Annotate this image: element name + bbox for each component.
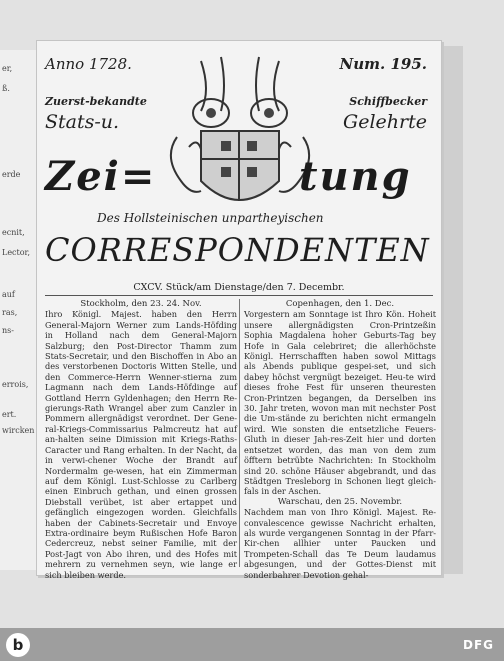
viewer-badge[interactable]: b (6, 633, 30, 657)
title-right: tung (299, 153, 412, 200)
subtitle: Des Hollsteinischen unpartheyischen (97, 211, 324, 225)
adjacent-page-edge (0, 50, 41, 570)
masthead-right-line2: Gelehrte (343, 111, 427, 133)
right-column (244, 299, 436, 580)
article-copenhagen: Vorgestern am Sonntage ist Ihro Kön. Hoheit unsere allergnädigsten Cron-Printzeßin Sophia Magdalena hoher Geburts-Tag bey Hofe in Gala celebriret; die allerhöchste Königl. Herrschafften haben sowol Mittags als Abends publique gespei-set, und sich dabey höchst vergnügt bezeiget. Heu-te wird dieses frohe Fest für unseren theuresten Cron-Printzen begangen, da Derselben ins 30. Jahr treten, wovon man mit nechster Post die Um-stände zu berichten nicht ermangeln wird. Wie sonsten die entsetzliche Feuers-Gluth in dieser Jah-res-Zeit hier und dorten entsetzet worden, das man von dem zum öfftern betrübte Nachrichten: In Stockholm sind 20. schöne Häuser abgebrandt, und das Städtgen Tresleborg in Schonen liegt gleich-fals in der Aschen. (244, 309, 436, 497)
header-rule (45, 295, 433, 296)
margin-fragment: ß. (2, 84, 10, 93)
viewer-footer-bar (0, 628, 504, 661)
margin-fragment: er, (2, 64, 13, 73)
column-divider (239, 299, 240, 567)
margin-fragment: erde (2, 170, 21, 179)
masthead-left-line1: Zuerst-bekandte (45, 95, 147, 108)
issue-number: Num. 195. (339, 55, 427, 73)
page-edge-right (440, 46, 463, 574)
issue-line: CXCV. Stück/am Dienstage/den 7. Decembr. (133, 282, 345, 293)
margin-fragment: wircken (2, 426, 35, 435)
margin-fragment: ras, (2, 308, 18, 317)
title-left: Zei= (45, 153, 157, 200)
dateline-warschau: Warschau, den 25. Novembr. (277, 496, 403, 507)
margin-fragment: ns- (2, 326, 14, 335)
margin-fragment: auf (2, 290, 15, 299)
margin-fragment: ecnit, (2, 228, 25, 237)
article-stockholm: Ihro Königl. Majest. haben den Herrn General-Majorn Werner zum Lands-Höfding in Holland nach dem General-Majorn Salzburg; den Post-Director Thamm zum Stats-Secretair, und den Bischoffen in Abo an des verstorbenen Doctoris Witten Stelle, und den Commerce-Herrn Wenner-stierna zum Lagmann nach dem Lands-Höfdinge auf Gottland Herrn Gyldenhagen; den Herrn Re-gierungs-Rath Wrangel aber zum Canzler in Pommern allergnädigst verordnet. Der Gene-ral-Kriegs-Commissarius Palmcreutz hat auf an-halten seine Dimission mit Kriegs-Raths-Caracter und Rang erhalten. In der Nacht, da in verwi-chener Woche der Brandt auf Nordermalm ge-wesen, hat ein Zimmerman auf dem Königl. Lust-Schlosse zu Carlberg einen Einbruch gethan, und einen grossen Diebstall verübet, ist aber ertappet und gefänglich eingezogen worden. Gleichfalls haben der Cabinets-Secretair und Envoye Extra-ordinaire beym Rußischen Hofe Baron Cedercreuz, nebst seiner Familie, mit der Post-Jagt von Abo ihren, und des Hofes mit mehrern zu vernehmen seyn, wie lange er sich bleiben werde. (45, 309, 237, 580)
margin-fragment: ert. (2, 410, 17, 419)
left-column (45, 299, 237, 580)
year-label: Anno 1728. (45, 55, 132, 73)
masthead-correspondenten: CORRESPONDENTEN (45, 231, 430, 269)
margin-fragment: Lector, (2, 248, 31, 257)
article-warschau: Nachdem man von Ihro Königl. Majest. Re-convalescence gewisse Nachricht erhalten, als wurde vergangenen Sonntag in der Pfarr-Kir-chen allhier unter Paucken und Trompeten-Schall das Te Deum laudamus abgesungen, und der Gottes-Dienst mit sonderbahrer Devotion gehal- (244, 507, 436, 580)
dfg-logo: DFG (462, 638, 494, 652)
dateline-copenhagen: Copenhagen, den 1. Dec. (285, 299, 395, 309)
margin-fragment: errois, (2, 380, 29, 389)
dateline-stockholm: Stockholm, den 23. 24. Nov. (80, 299, 202, 309)
masthead-right-line1: Schiffbecker (349, 95, 427, 108)
masthead-left-line2: Stats-u. (45, 111, 120, 133)
newspaper-page (36, 40, 442, 580)
